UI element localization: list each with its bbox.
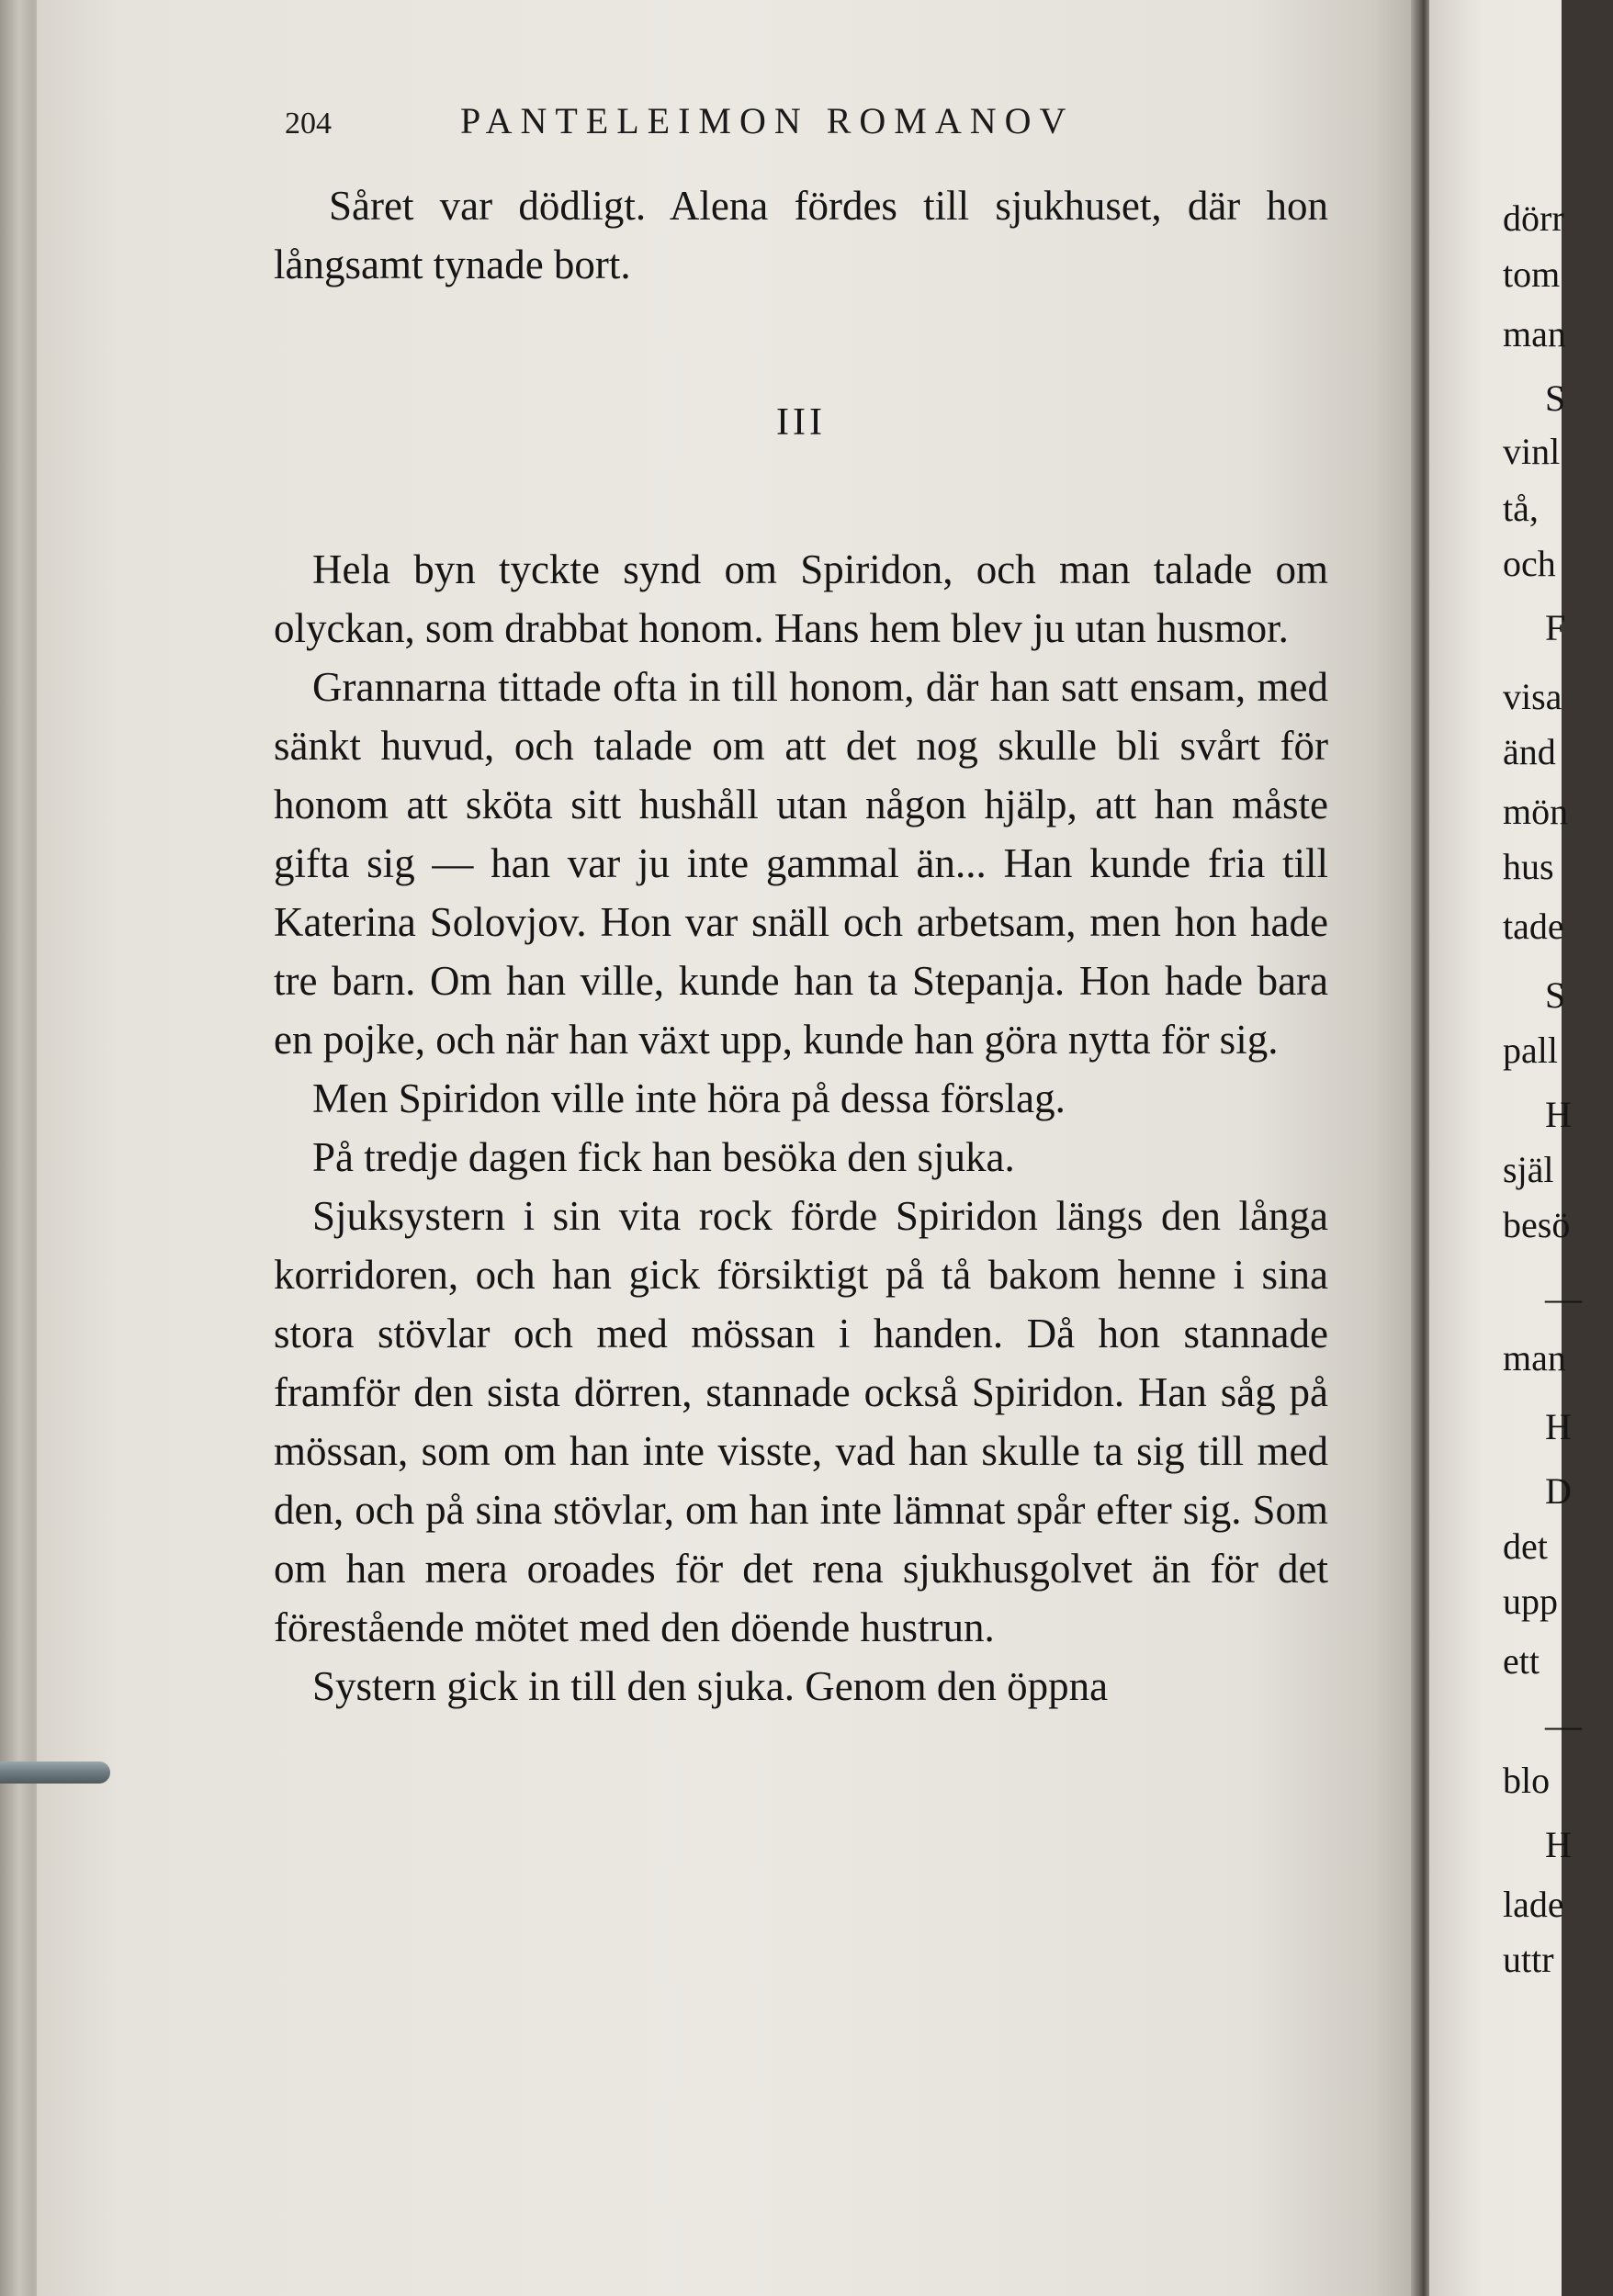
facing-page-fragment: upp (1503, 1581, 1558, 1622)
paragraph: Såret var dödligt. Alena fördes till sjukhuset, där hon långsamt tynade bort. (274, 183, 1328, 287)
bookmark-clip (0, 1761, 110, 1784)
chapter-heading: III (776, 401, 826, 444)
facing-page-fragment: änd (1503, 731, 1556, 772)
facing-page-fragment: mön (1503, 791, 1569, 832)
facing-page-fragment: dörr (1503, 197, 1564, 239)
facing-page-fragment: pall (1503, 1030, 1558, 1071)
facing-page-fragment: S (1545, 377, 1566, 419)
facing-page-fragment: — (1545, 1705, 1582, 1746)
page-header (285, 99, 1203, 142)
running-title: PANTELEIMON ROMANOV (460, 100, 1075, 141)
facing-page-fragment: S (1545, 974, 1566, 1016)
facing-page-fragment: uttr (1503, 1939, 1554, 1980)
body-text (274, 176, 1328, 1716)
paragraph: Systern gick in till den sjuka. Genom den öppna (312, 1663, 1109, 1709)
facing-page-fragment: D (1545, 1470, 1572, 1512)
book-gutter (1411, 0, 1429, 2296)
facing-page-fragment: tade (1503, 906, 1564, 947)
facing-page-fragment: och (1503, 543, 1556, 584)
paragraph: Men Spiridon ville inte höra på dessa förslag. (312, 1075, 1066, 1121)
facing-page-fragment: H (1545, 1406, 1572, 1447)
facing-page-fragment: tå, (1503, 488, 1539, 529)
facing-page-fragment: vinl (1503, 431, 1561, 472)
facing-page-fragment: — (1545, 1277, 1582, 1319)
facing-page-fragment: lade (1503, 1884, 1564, 1925)
facing-page-fragment: H (1545, 1824, 1572, 1865)
facing-page-fragment: hus (1503, 846, 1554, 887)
page-number: 204 (285, 107, 332, 141)
facing-page-fragment: själ (1503, 1149, 1554, 1190)
facing-page-fragment: tom (1503, 253, 1561, 295)
facing-page-fragment: det (1503, 1525, 1548, 1567)
paragraph: Sjuksystern i sin vita rock förde Spiridon längs den långa korridoren, och han gick försiktigt på tå bakom henne i sina stora stövlar och med mössan i handen. Då hon stannade framför den sista dörren, stannade också Spiridon. Han såg på mössan, som om han inte visste, vad han skulle ta sig till med den, och på sina stövlar, om han inte lämnat spår efter sig. Som om han mera oroades för det rena sjukhusgolvet än för det förestående mötet med den döende hustrun. (274, 1193, 1328, 1650)
facing-page-fragment: besö (1503, 1204, 1571, 1245)
facing-page-fragment: blo (1503, 1760, 1551, 1801)
paragraph: På tredje dagen fick han besöka den sjuka. (312, 1134, 1015, 1180)
paragraph: Hela byn tyckte synd om Spiridon, och man talade om olyckan, som drabbat honom. Hans hem blev ju utan husmor. (274, 546, 1328, 651)
facing-page-fragment: H (1545, 1094, 1572, 1135)
facing-page-fragment: visa (1503, 676, 1562, 717)
facing-page-fragment: man (1503, 1337, 1566, 1379)
facing-page-fragment: man (1503, 313, 1566, 355)
facing-page-fragment: F (1545, 607, 1566, 648)
facing-page-fragment: ett (1503, 1640, 1540, 1682)
paragraph: Grannarna tittade ofta in till honom, där han satt ensam, med sänkt huvud, och talade om att det nog skulle bli svårt för honom att sköta sitt hushåll utan någon hjälp, att han måste gifta sig — han var ju inte gammal än... Han kunde fria till Katerina Solovjov. Hon var snäll och arbetsam, men hon hade tre barn. Om han ville, kunde han ta Stepanja. Hon hade bara en pojke, och när han växt upp, kunde han göra nytta för sig. (274, 664, 1328, 1063)
